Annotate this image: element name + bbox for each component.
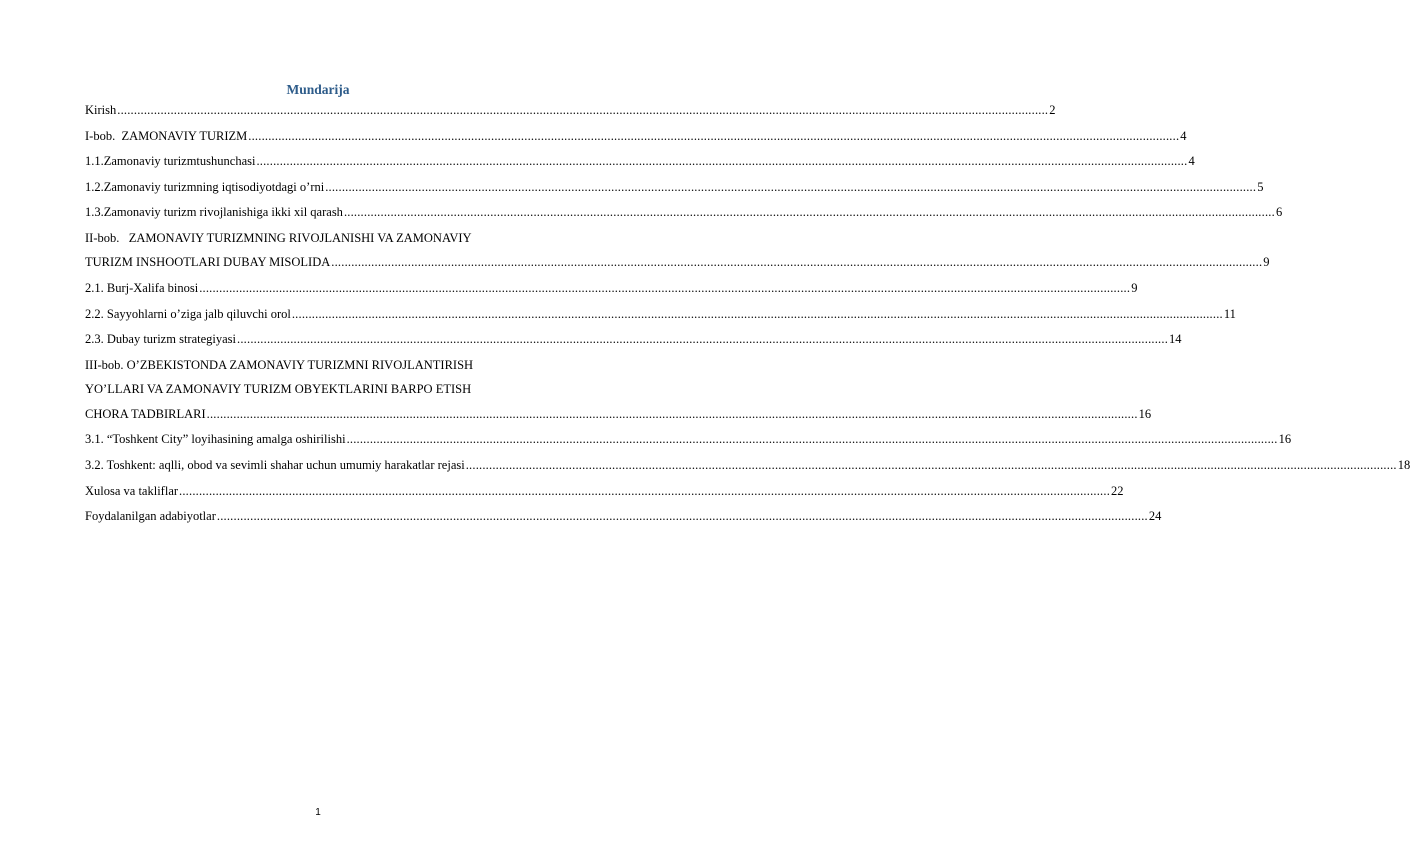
- toc-entry-page: 4: [1180, 128, 1187, 143]
- dot-leader: [237, 331, 1168, 347]
- toc-entry-text: 3.2. Toshkent: aqlli, obod va sevimli shahar uchun umumiy harakatlar rejasi: [85, 458, 465, 473]
- dot-leader: [207, 407, 1138, 421]
- toc-entry-heading-line: III-bob. O’ZBEKISTONDA ZAMONAVIY TURIZMNI RIVOJLANTIRISH: [85, 357, 474, 372]
- dot-leader: [331, 255, 1262, 269]
- toc-entry-page: 11: [1223, 306, 1236, 321]
- toc-title: Mundarija: [286, 82, 350, 97]
- dot-leader: [325, 179, 1256, 195]
- toc-entry-2-1: [85, 280, 1138, 296]
- toc-entry-text: Foydalanilgan adabiyotlar: [85, 509, 216, 524]
- table-of-contents: [85, 102, 1410, 534]
- dot-leader: [292, 306, 1223, 322]
- toc-entry-text: Kirish: [85, 103, 117, 117]
- toc-entry-page: 2: [1049, 103, 1056, 117]
- toc-entry-page: 4: [1188, 154, 1195, 169]
- toc-entry-text: I-bob. ZAMONAVIY TURIZM: [85, 128, 248, 143]
- toc-entry-page: 18: [1397, 458, 1410, 473]
- toc-entry-heading-line: II-bob. ZAMONAVIY TURIZMNING RIVOJLANISHI VA ZAMONAVIY: [85, 230, 472, 245]
- toc-entry-chapter-3: [85, 357, 1152, 422]
- toc-entry-1-2: [85, 179, 1264, 195]
- toc-entry-page: 9: [1131, 281, 1138, 296]
- toc-entry-text: 3.1. “Toshkent City” loyihasining amalga oshirilishi: [85, 432, 346, 447]
- dot-leader: [117, 102, 1048, 118]
- toc-entry-page: 22: [1111, 483, 1124, 498]
- dot-leader: [248, 128, 1179, 144]
- dot-leader: [199, 280, 1130, 296]
- toc-entry-text: 2.1. Burj-Xalifa binosi: [85, 281, 199, 296]
- dot-leader: [344, 204, 1275, 220]
- toc-entry-text: 2.2. Sayyohlarni o’ziga jalb qiluvchi orol: [85, 306, 291, 321]
- toc-entry-1-1: [85, 153, 1195, 169]
- toc-entry-3-1: [85, 431, 1292, 447]
- toc-entry-kirish: [85, 102, 1056, 118]
- dot-leader: [256, 153, 1187, 169]
- toc-entry-text: TURIZM INSHOOTLARI DUBAY MISOLIDA: [85, 255, 331, 270]
- toc-entry-2-2: [85, 306, 1236, 322]
- toc-entry-adabiyotlar: [85, 508, 1162, 524]
- toc-entry-text: 2.3. Dubay turizm strategiyasi: [85, 332, 237, 347]
- toc-entry-1-3: [85, 204, 1283, 220]
- toc-entry-text: 1.2.Zamonaviy turizmning iqtisodiyotdagi o’rni: [85, 179, 325, 194]
- toc-entry-xulosa: [85, 483, 1124, 499]
- toc-entry-3-2: [85, 457, 1410, 473]
- toc-entry-page: 5: [1257, 179, 1264, 194]
- toc-entry-text: CHORA TADBIRLARI: [85, 406, 206, 421]
- toc-entry-chapter-2: [85, 230, 1270, 271]
- toc-entry-text: Xulosa va takliflar: [85, 483, 179, 498]
- page-number: 1: [315, 807, 321, 818]
- toc-entry-heading-line: YO’LLARI VA ZAMONAVIY TURIZM OBYEKTLARINI BARPO ETISH: [85, 382, 472, 397]
- toc-entry-page: 6: [1275, 205, 1283, 220]
- dot-leader: [347, 431, 1278, 447]
- toc-entry-page: 16: [1138, 406, 1152, 421]
- toc-entry-page: 16: [1278, 432, 1292, 447]
- toc-entry-page: 14: [1169, 332, 1182, 347]
- toc-entry-text: 1.1.Zamonaviy turizmtushunchasi: [85, 154, 256, 169]
- toc-entry-chapter-1: [85, 128, 1187, 144]
- toc-entry-text: 1.3.Zamonaviy turizm rivojlanishiga ikki xil qarash: [85, 205, 343, 220]
- toc-entry-page: 24: [1148, 509, 1162, 524]
- dot-leader: [466, 457, 1397, 473]
- toc-entry-page: 9: [1263, 255, 1270, 270]
- dot-leader: [179, 483, 1110, 499]
- toc-entry-2-3: [85, 331, 1182, 347]
- dot-leader: [217, 508, 1148, 524]
